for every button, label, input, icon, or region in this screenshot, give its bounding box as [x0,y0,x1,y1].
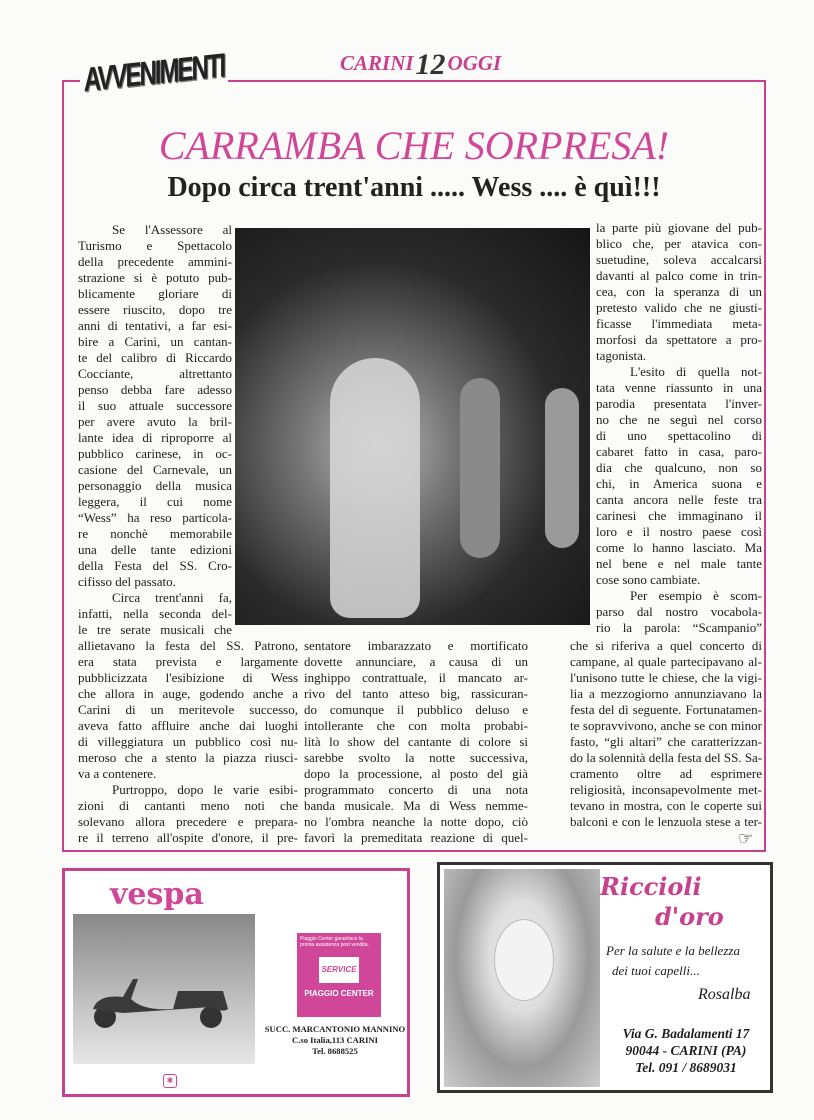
signature: Rosalba [698,986,751,1003]
masthead [340,44,502,81]
text-line: blicamente gloriare di [78,286,232,301]
text-line: anni di tentativi, a far esi- [78,318,232,333]
text-line: della precedente ammini- [78,254,232,269]
text-line: tata venne riassunto in una [596,380,762,395]
text-line: favorì la premeditata reazione di quel- [304,830,528,845]
text-line: che si riferiva a quel concerto di [570,638,762,653]
text-line: infatti, nella seconda del- [78,606,232,621]
column-1-top [78,222,232,638]
text-line: personaggio della musica [78,478,232,493]
text-line: cifisso del passato. [78,574,176,589]
text-line: la parte più giovane del pub- [596,220,762,235]
service-note: Piaggio Center garantisce la pronta assistenza post vendita. [300,936,369,948]
text-line: festa del dì seguente. Fortunatamen- [570,702,762,717]
riccioli-doro-ad [437,862,773,1093]
text-line: do comunque il pubblico deluso e [304,702,528,717]
text-line: rivo del tanto atteso big, rassicuran- [304,686,528,701]
text-line: davanti al palco come in trin- [596,268,762,283]
text-line: l'unisono tutte le chiese, che la vigi- [570,670,762,685]
page-number: 12 [415,48,446,81]
text-line: rio la parola: “Scampanio” [596,620,762,635]
text-line: pubblicizzata l'esibizione di Wess [78,670,298,685]
text-line: parodia presentata l'inver- [596,396,762,411]
text-line: il suo attuale successore [78,398,232,413]
text-line: tevano in mostra, con le coperte sui [570,798,762,813]
text-line: inghippo contrattuale, il mancato ar- [304,670,528,685]
model-photo [444,869,600,1087]
text-line: te sopravvivono, anche se con minor [570,718,762,733]
text-line: una delle tante edizioni [78,542,232,557]
text-line: dopo la processione, al posto del già [304,766,528,781]
column-3-bottom [570,638,762,830]
text-line: programmato concerto di una nota [304,782,528,797]
text-line: della Festa del SS. Cro- [78,558,232,573]
text-line: do la solennità della festa del SS. Sa- [570,750,762,765]
piaggio-center-label: PIAGGIO CENTER [304,989,374,998]
dancer-figure [460,378,500,558]
text-line: loro e il nostro paese così [596,524,762,539]
salon-address: Via G. Badalamenti 17 [622,1026,750,1041]
text-line: tagonista. [596,348,647,363]
column-1-bottom [78,638,298,846]
dealer-address: C.so Italia,113 CARINI [292,1035,378,1045]
column-3-top [596,220,762,636]
text-line: Purtroppo, dopo le varie esibi- [112,782,298,797]
text-line: cea, con la speranza di un [596,284,762,299]
text-line: cose sono cambiate. [596,572,701,587]
service-label: SERVICE [319,957,359,983]
dancer-figure [545,388,579,548]
face [494,919,554,1001]
text-line: strazione si è potuto pub- [78,270,232,285]
text-line: cramento oltre ad esprimere [570,766,762,781]
masthead-right: OGGI [447,51,502,75]
text-line: re il terreno all'ospite d'onore, il pre- [78,830,298,845]
text-line: per avere avuto la bril- [78,414,232,429]
text-line: fasto, “gli altari” che caratterizzan- [570,734,762,749]
text-line: sarebbe svolto la notte successiva, [304,750,528,765]
text-line: nel bene e nel male tante [596,556,762,571]
text-line: ficasse l'immediata meta- [596,316,762,331]
column-2 [304,638,528,846]
dealer-info [261,1024,409,1057]
text-line: aveva fatto affluire anche dai luoghi [78,718,298,733]
text-line: Carini di un meritevole successo, [78,702,298,717]
slogan-line1: Per la salute e la bellezza [606,943,740,958]
text-line: suetudine, soleva accalcarsi [596,252,762,267]
text-line: campane, al quale partecipavano al- [570,654,762,669]
text-line: che allora in auge, godendo anche a [78,686,298,701]
text-line: L'esito di quella not- [630,364,762,379]
text-line: di villeggiatura un pubblico così nu- [78,734,298,749]
text-line: Cocciante, altrettanto [78,366,232,381]
salon-phone: Tel. 091 / 8689031 [635,1060,737,1075]
text-line: carinesi che immaginano il [596,508,762,523]
text-line: morfosi da spettatore a pro- [596,332,762,347]
pointing-hand-icon: ☞ [738,829,754,848]
text-line: Turismo e Spettacolo [78,238,232,253]
text-line: sentatore imbarazzato e mortificato [304,638,528,653]
text-line: come lo hanno lasciato. Ma [596,540,762,555]
vespa-ad [62,868,410,1097]
text-line: pubblico carinese, in oc- [78,446,232,461]
text-line: zioni di cantanti meno noti che [78,798,298,813]
text-line: dia che qualcuno, non so [596,460,762,475]
text-line: lia a mezzogiorno annunziavano la [570,686,762,701]
dealer-phone: Tel. 8688525 [312,1046,358,1056]
text-line: parso dal nostro vocabola- [596,604,762,619]
article-subtitle: Dopo circa trent'anni ..... Wess .... è quì!!! [167,172,661,203]
text-line: Circa trent'anni fa, [112,590,232,605]
text-line: Se l'Assessore al [112,222,232,237]
text-line: meroso che a stento la piazza riusci- [78,750,298,765]
text-line: allietavano la festa del SS. Patrono, [78,638,298,653]
text-line: Per esempio è scom- [630,588,762,603]
section-logo: AVVENIMENTI [80,35,228,112]
text-line: solevano allora precedere e prepara- [78,814,298,829]
text-line: essere riuscito, dopo tre [78,302,232,317]
vespa-logo: vespa [110,877,204,912]
text-line: lità lo show del cantante di colore si [304,734,528,749]
text-line: lante idea di riproporre al [78,430,232,445]
article-title: CARRAMBA CHE SORPRESA! [158,123,670,168]
piaggio-emblem-icon: ✱ [163,1074,177,1088]
text-line: canta ancora nelle feste tra [596,492,762,507]
salon-name-line2: d'oro [655,902,724,931]
text-line: leggera, il cui nome [78,494,232,509]
text-line: dovette annunciare, a causa di un [304,654,528,669]
masthead-left: CARINI [340,51,414,75]
text-line: le tre serate musicali che [78,622,232,637]
text-line: casione del Carnevale, un [78,462,232,477]
scooter-photo [73,914,255,1064]
article-photo-dancers [235,228,590,625]
text-line: “Wess” ha reso particola- [78,510,232,525]
text-line: no che ne seguì nel corso [596,412,762,427]
scooter-icon [83,969,243,1029]
text-line: chi, in America suona e [596,476,762,491]
text-line: no l'ombra neanche la notte dopo, ciò [304,814,528,829]
text-line: pretesto valido che ne giusti- [596,300,762,315]
slogan-line2: dei tuoi capelli... [612,963,700,978]
piaggio-service-badge [297,933,381,1017]
dancer-figure [330,358,420,618]
text-line: intollerante che con molta probabi- [304,718,528,733]
text-line: banda musicale. Ma di Wess nemme- [304,798,528,813]
dealer-name: SUCC. MARCANTONIO MANNINO [264,1024,406,1034]
text-line: blico che, per atavica con- [596,236,762,251]
text-line: cabaret fatto in casa, paro- [596,444,762,459]
text-line: re nonchè memorabile [78,526,232,541]
text-line: balconi e con le lenzuola stese a ter- [570,814,762,829]
salon-name-line1: Riccioli [600,872,702,901]
text-line: di uno spettacolino di [596,428,762,443]
text-line: penso debba fare adesso [78,382,232,397]
text-line: va a contenere. [78,766,157,781]
text-line: era stata prevista e largamente [78,654,298,669]
text-line: bire a Carini, un cantan- [78,334,232,349]
salon-contact [606,1025,766,1076]
text-line: te del calibro di Riccardo [78,350,232,365]
text-line: religiosità, inconsapevolmente met- [570,782,762,797]
salon-city: 90044 - CARINI (PA) [625,1043,747,1058]
